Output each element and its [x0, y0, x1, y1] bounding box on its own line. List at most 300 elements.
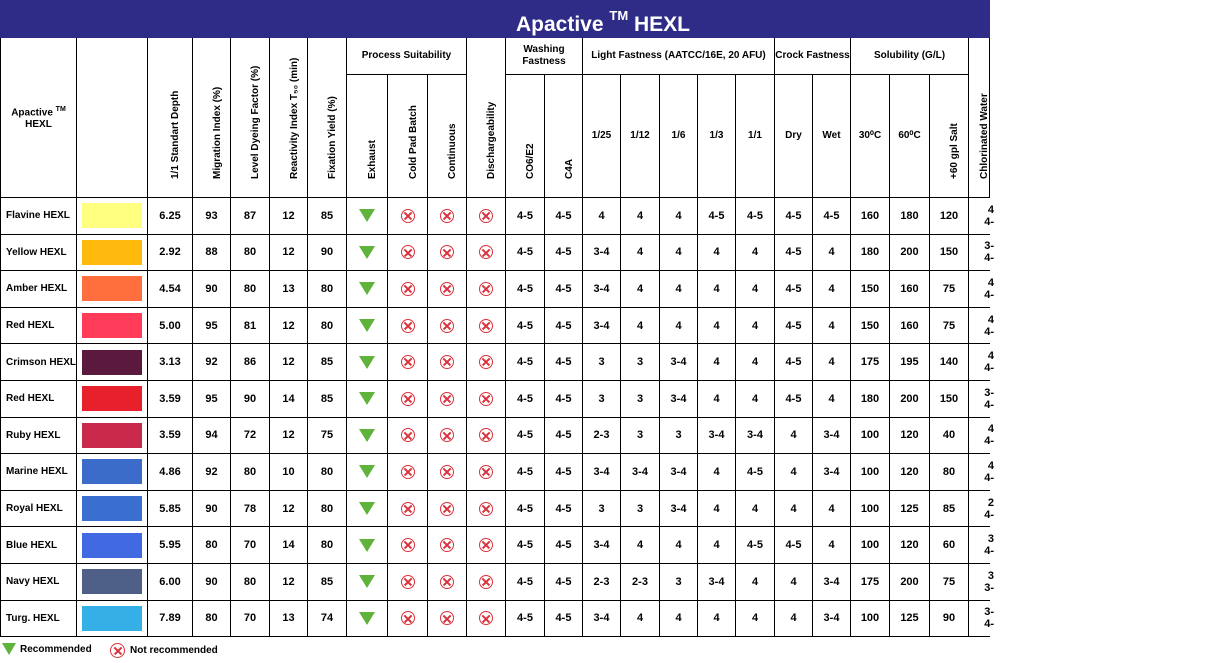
not-recommended-icon	[479, 209, 493, 223]
not-recommended-icon	[401, 465, 415, 479]
chlorinated-water-value: 4-	[984, 362, 994, 375]
standard-depth-value: 2.92	[159, 246, 181, 259]
cold-pad-batch-cell	[388, 491, 428, 528]
continuous-cell	[428, 601, 467, 638]
solubility-30-value: 100	[860, 612, 880, 625]
light-fastness	[583, 601, 621, 638]
crock-dry	[775, 235, 813, 272]
light-fastness-value: 4	[751, 319, 759, 332]
dye-name-cell	[0, 271, 77, 308]
swatch-cell	[77, 418, 148, 455]
level-dyeing-value: 86	[243, 356, 257, 369]
solubility-30	[851, 381, 890, 418]
dye-name: Red HEXL	[6, 393, 55, 405]
light-level-header-label: 1/12	[630, 130, 650, 141]
cold-pad-batch-cell	[388, 235, 428, 272]
chlorinated-water-value: 4	[987, 459, 994, 472]
crock-dry-value: 4-5	[785, 246, 802, 259]
migration-index-value: 80	[205, 539, 218, 552]
migration-index	[193, 381, 231, 418]
standard-depth-value: 3.59	[159, 392, 181, 405]
crock-dry-value: 4-5	[785, 356, 802, 369]
chlorinated-water-value: 3-	[984, 386, 994, 399]
washing-fastness-header-label: Washing Fastness	[522, 44, 566, 67]
chlorinated-water-cell	[969, 601, 994, 638]
migration-index-value: 93	[205, 209, 218, 222]
light-fastness	[736, 198, 775, 235]
not-recommended-icon	[479, 245, 493, 259]
not-recommended-icon	[479, 282, 493, 296]
co6e2	[506, 235, 545, 272]
solubility-60	[890, 491, 930, 528]
migration-index-value: 90	[205, 502, 218, 515]
standard-depth-value: 5.85	[159, 502, 181, 515]
level-dyeing-value: 72	[243, 429, 257, 442]
light-fastness-value: 2-3	[593, 429, 610, 442]
light-fastness-value: 4	[751, 392, 759, 405]
dye-name-cell	[0, 418, 77, 455]
recommended-triangle-icon	[359, 539, 375, 552]
crock-wet	[813, 527, 851, 564]
solubility-60-value: 200	[900, 246, 919, 259]
c4a-value: 4-5	[555, 575, 572, 588]
swatch-cell	[77, 235, 148, 272]
crock-dry	[775, 418, 813, 455]
solubility-salt	[930, 381, 969, 418]
not-recommended-icon	[440, 209, 454, 223]
c4a	[545, 271, 583, 308]
level-dyeing-header-label: Level Dyeing Factor (%)	[250, 65, 261, 179]
not-recommended-icon	[401, 428, 415, 442]
c4a-value: 4-5	[555, 612, 572, 625]
c4a-value: 4-5	[555, 465, 572, 478]
recommended-triangle-icon	[359, 575, 375, 588]
solubility-60	[890, 418, 930, 455]
level-dyeing	[231, 564, 270, 601]
crock-fastness-header	[775, 38, 851, 75]
exhaust-cell	[347, 601, 388, 638]
solubility-salt-value: 60	[942, 539, 956, 552]
light-fastness-value: 3-4	[593, 539, 610, 552]
process-suitability-header	[347, 38, 467, 75]
light-fastness	[736, 235, 775, 272]
c4a	[545, 491, 583, 528]
legend-not-recommended-label: Not recommended	[130, 645, 218, 656]
crock-wet	[813, 235, 851, 272]
solubility-30-value: 150	[860, 282, 880, 295]
co6e2-value: 4-5	[517, 575, 533, 588]
co6e2-value: 4-5	[517, 539, 533, 552]
solubility-30-value: 100	[860, 429, 880, 442]
not-recommended-icon	[479, 611, 493, 625]
standard-depth	[148, 418, 193, 455]
recommended-triangle-icon	[359, 246, 375, 259]
dischargeability-header	[467, 38, 506, 198]
light-fastness-value: 4	[636, 319, 644, 332]
fixation-yield	[308, 454, 347, 491]
continuous-cell	[428, 454, 467, 491]
swatch-cell	[77, 454, 148, 491]
crock-wet	[813, 308, 851, 345]
continuous-cell	[428, 344, 467, 381]
level-dyeing-value: 70	[243, 539, 257, 552]
standard-depth-value: 4.54	[159, 282, 181, 295]
solubility-30-value: 100	[860, 465, 880, 478]
color-swatch	[82, 240, 142, 265]
c4a	[545, 198, 583, 235]
solubility-salt-value: 150	[939, 392, 959, 405]
reactivity-index-value: 12	[282, 319, 295, 332]
c4a-header-label: C4A	[563, 158, 575, 179]
fixation-yield	[308, 308, 347, 345]
reactivity-index	[270, 527, 308, 564]
recommended-triangle-icon	[359, 356, 375, 369]
co6e2-value: 4-5	[517, 392, 533, 405]
not-recommended-icon	[440, 355, 454, 369]
recommended-triangle-icon	[359, 612, 375, 625]
color-swatch	[82, 203, 142, 228]
light-fastness-value: 2-3	[632, 575, 648, 588]
light-fastness	[736, 418, 775, 455]
crock-wet	[813, 198, 851, 235]
solubility-30-value: 100	[860, 502, 880, 515]
light-fastness	[698, 454, 736, 491]
not-recommended-icon	[440, 282, 454, 296]
crock-dry	[775, 527, 813, 564]
reactivity-index	[270, 601, 308, 638]
crock-fastness-header-label: Crock Fastness	[775, 50, 850, 61]
dischargeability-cell	[467, 308, 506, 345]
light-fastness	[660, 271, 698, 308]
not-recommended-icon	[440, 611, 454, 625]
crock-dry	[775, 381, 813, 418]
light-fastness-value: 3-4	[632, 465, 648, 478]
solubility-salt-value: 140	[939, 356, 959, 369]
co6e2	[506, 344, 545, 381]
cold-pad-batch-cell	[388, 601, 428, 638]
light-fastness-value: 4	[713, 246, 720, 259]
c4a-value: 4-5	[555, 319, 572, 332]
light-fastness	[698, 381, 736, 418]
solubility-salt	[930, 198, 969, 235]
light-fastness	[583, 491, 621, 528]
light-fastness-value: 4	[675, 209, 682, 222]
light-fastness-value: 4	[751, 246, 759, 259]
c4a	[545, 381, 583, 418]
dye-name: Flavine HEXL	[6, 210, 70, 222]
solubility-30	[851, 491, 890, 528]
recommended-triangle-icon	[359, 502, 375, 515]
solubility-salt	[930, 491, 969, 528]
light-fastness	[698, 564, 736, 601]
light-fastness-value: 4	[751, 575, 759, 588]
solubility-60-value: 195	[900, 356, 919, 369]
light-fastness	[698, 198, 736, 235]
page-title	[0, 0, 1206, 38]
solubility-salt-value: 150	[939, 246, 959, 259]
light-fastness-value: 4-5	[747, 209, 763, 222]
light-level-header	[583, 75, 621, 198]
solubility-30-value: 180	[860, 246, 880, 259]
light-fastness-value: 4	[675, 246, 682, 259]
c4a-value: 4-5	[555, 429, 572, 442]
migration-index	[193, 418, 231, 455]
not-recommended-icon	[479, 502, 493, 516]
fixation-yield	[308, 198, 347, 235]
chlorinated-water-value: 4	[987, 276, 994, 289]
reactivity-index-value: 14	[282, 392, 295, 405]
migration-index	[193, 235, 231, 272]
recommended-triangle-icon	[359, 209, 375, 222]
co6e2-value: 4-5	[517, 209, 533, 222]
solubility-30-value: 175	[860, 575, 880, 588]
level-dyeing	[231, 381, 270, 418]
dischargeability-cell	[467, 381, 506, 418]
solubility-60	[890, 308, 930, 345]
continuous-cell	[428, 198, 467, 235]
level-dyeing-header	[231, 38, 270, 198]
standard-depth-value: 5.95	[159, 539, 181, 552]
cold-pad-batch-cell	[388, 344, 428, 381]
chlorinated-water-value: 4-	[984, 435, 994, 448]
dye-name: Navy HEXL	[6, 576, 60, 588]
migration-index-value: 95	[205, 319, 218, 332]
standard-depth	[148, 527, 193, 564]
solubility-30	[851, 271, 890, 308]
light-fastness	[660, 308, 698, 345]
fixation-yield-value: 80	[320, 502, 334, 515]
c4a-value: 4-5	[555, 282, 572, 295]
level-dyeing-value: 90	[243, 392, 257, 405]
exhaust-cell	[347, 491, 388, 528]
not-recommended-icon	[440, 465, 454, 479]
light-fastness	[583, 235, 621, 272]
solubility-salt-value: 75	[942, 575, 956, 588]
light-fastness-value: 2-3	[593, 575, 610, 588]
solubility-60-value: 125	[900, 502, 919, 515]
crock-dry	[775, 454, 813, 491]
chlorinated-water-cell	[969, 381, 994, 418]
level-dyeing-value: 70	[243, 612, 257, 625]
title-suffix: HEXL	[634, 13, 691, 36]
solubility-30-header-label: 30⁰C	[858, 130, 882, 141]
light-fastness	[660, 601, 698, 638]
light-fastness-value: 4	[675, 612, 682, 625]
dischargeability-cell	[467, 198, 506, 235]
swatch-cell	[77, 564, 148, 601]
not-recommended-icon	[401, 392, 415, 406]
solubility-30	[851, 601, 890, 638]
light-fastness-value: 4	[636, 612, 644, 625]
reactivity-index	[270, 418, 308, 455]
level-dyeing	[231, 491, 270, 528]
reactivity-index-value: 13	[282, 282, 295, 295]
solubility-60-header	[890, 75, 930, 198]
chlorinated-water-cell	[969, 344, 994, 381]
light-fastness	[621, 601, 660, 638]
reactivity-index-value: 12	[282, 246, 295, 259]
dischargeability-cell	[467, 454, 506, 491]
continuous-cell	[428, 418, 467, 455]
reactivity-index	[270, 271, 308, 308]
light-fastness-value: 3	[598, 392, 605, 405]
crock-wet-value: 4-5	[823, 209, 840, 222]
co6e2-value: 4-5	[517, 356, 533, 369]
not-recommended-icon	[401, 245, 415, 259]
solubility-header	[851, 38, 969, 75]
exhaust-cell	[347, 344, 388, 381]
co6e2	[506, 601, 545, 638]
reactivity-index	[270, 564, 308, 601]
light-fastness	[660, 491, 698, 528]
crock-wet-value: 4	[828, 319, 835, 332]
light-fastness-value: 4	[675, 282, 682, 295]
light-level-header-label: 1/25	[591, 130, 612, 141]
solubility-60-value: 120	[900, 465, 919, 478]
standard-depth-header-label: 1/1 Standart Depth	[170, 90, 181, 179]
fixation-yield-value: 85	[320, 392, 334, 405]
fixation-yield-value: 80	[320, 282, 334, 295]
not-recommended-icon	[401, 575, 415, 589]
legend-not-recommended	[110, 643, 218, 658]
light-fastness-value: 3-4	[670, 356, 687, 369]
light-fastness	[583, 381, 621, 418]
light-fastness	[698, 235, 736, 272]
reactivity-index	[270, 381, 308, 418]
solubility-salt-value: 85	[942, 502, 956, 515]
light-fastness	[621, 381, 660, 418]
light-fastness	[621, 527, 660, 564]
continuous-cell	[428, 381, 467, 418]
light-fastness	[698, 271, 736, 308]
solubility-30	[851, 564, 890, 601]
exhaust-cell	[347, 527, 388, 564]
light-level-header-label: 1/6	[671, 130, 686, 141]
light-fastness-value: 3-4	[593, 246, 610, 259]
light-fastness-value: 4	[713, 502, 720, 515]
solubility-salt-value: 75	[942, 282, 956, 295]
fixation-yield-value: 85	[320, 356, 334, 369]
chlorinated-water-value: 3	[987, 533, 994, 546]
not-recommended-icon	[479, 575, 493, 589]
dye-name-cell	[0, 198, 77, 235]
migration-index	[193, 308, 231, 345]
chlorinated-water-value: 4-	[984, 398, 994, 411]
crock-wet	[813, 601, 851, 638]
swatch-cell	[77, 271, 148, 308]
cold-pad-batch-cell	[388, 381, 428, 418]
dischargeability-cell	[467, 271, 506, 308]
chlorinated-water-value: 4-	[984, 215, 994, 228]
level-dyeing-value: 80	[243, 465, 257, 478]
migration-index-header	[193, 38, 231, 198]
exhaust-header	[347, 75, 388, 198]
continuous-cell	[428, 527, 467, 564]
reactivity-index	[270, 308, 308, 345]
light-fastness	[736, 601, 775, 638]
title-banner	[0, 0, 990, 38]
solubility-salt-value: 75	[942, 319, 956, 332]
c4a-value: 4-5	[555, 209, 572, 222]
solubility-30-value: 180	[860, 392, 880, 405]
crock-dry-value: 4-5	[785, 282, 802, 295]
not-recommended-icon	[401, 611, 415, 625]
not-recommended-icon	[440, 392, 454, 406]
color-swatch	[82, 459, 142, 484]
crock-dry	[775, 491, 813, 528]
level-dyeing	[231, 308, 270, 345]
solubility-60-value: 125	[900, 612, 919, 625]
exhaust-cell	[347, 381, 388, 418]
not-recommended-icon	[479, 319, 493, 333]
chlorinated-water-cell	[969, 271, 994, 308]
title-text: Apactive	[515, 13, 604, 36]
light-fastness-value: 3	[636, 429, 644, 442]
migration-index-value: 94	[205, 429, 218, 442]
co6e2-value: 4-5	[517, 612, 533, 625]
c4a-value: 4-5	[555, 392, 572, 405]
light-fastness	[736, 381, 775, 418]
light-fastness	[583, 564, 621, 601]
light-fastness	[736, 454, 775, 491]
crock-dry-header-label: Dry	[785, 130, 802, 141]
migration-index-value: 80	[205, 612, 218, 625]
solubility-salt	[930, 527, 969, 564]
not-recommended-icon	[440, 428, 454, 442]
chlorinated-water-value: 4	[987, 423, 994, 436]
light-fastness	[698, 344, 736, 381]
reactivity-index-header	[270, 38, 308, 198]
co6e2-value: 4-5	[517, 502, 533, 515]
recommended-triangle-icon	[359, 319, 375, 332]
standard-depth	[148, 308, 193, 345]
light-fastness-value: 4	[713, 539, 720, 552]
level-dyeing-value: 80	[243, 282, 257, 295]
reactivity-index-header-label: Reactivity Index T₅₀ (min)	[288, 57, 300, 179]
migration-index	[193, 198, 231, 235]
co6e2	[506, 527, 545, 564]
solubility-30	[851, 527, 890, 564]
light-fastness-value: 4	[713, 319, 720, 332]
light-fastness-header-label: Light Fastness (AATCC/16E, 20 AFU)	[591, 50, 766, 61]
light-fastness	[660, 344, 698, 381]
fixation-yield-header	[308, 38, 347, 198]
chlorinated-water-value: 4-	[984, 471, 994, 484]
dye-name: Marine HEXL	[6, 466, 68, 478]
light-fastness-value: 4-5	[708, 209, 725, 222]
solubility-30	[851, 418, 890, 455]
dischargeability-header-label: Dischargeability	[486, 101, 497, 179]
solubility-salt	[930, 308, 969, 345]
co6e2	[506, 198, 545, 235]
color-swatch	[82, 386, 142, 411]
continuous-cell	[428, 564, 467, 601]
solubility-60	[890, 564, 930, 601]
level-dyeing-value: 80	[243, 246, 257, 259]
crock-dry	[775, 198, 813, 235]
crock-wet-value: 4	[828, 356, 835, 369]
fixation-yield	[308, 344, 347, 381]
light-fastness	[621, 454, 660, 491]
chlorinated-water-value: 2	[987, 496, 994, 509]
standard-depth-value: 7.89	[159, 612, 181, 625]
migration-index-value: 90	[205, 282, 218, 295]
c4a	[545, 418, 583, 455]
cold-pad-batch-header-label: Cold Pad Batch	[407, 105, 419, 179]
solubility-salt	[930, 454, 969, 491]
light-fastness-value: 3-4	[593, 282, 610, 295]
migration-index-value: 92	[205, 465, 218, 478]
